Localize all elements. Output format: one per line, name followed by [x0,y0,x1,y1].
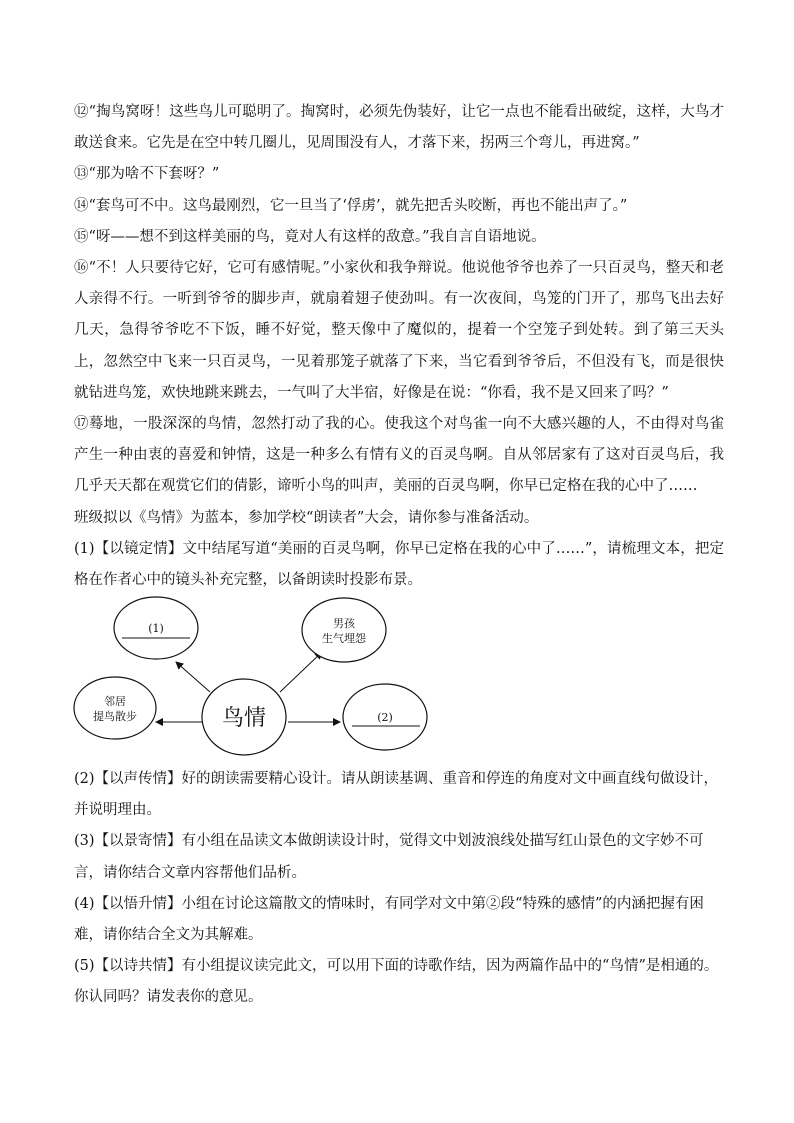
question-1: (1)【以镜定情】文中结尾写道“美丽的百灵鸟啊，你早已定格在我的心中了……”，请梳理文本，把定格在作者心中的镜头补充完整，以备朗读时投影布景。 [74,540,724,589]
passage [74,97,724,596]
bird-love-diagram [70,592,470,762]
boy-node [302,598,386,662]
question-4: (4)【以悟升情】小组在讨论这篇散文的情味时，有同学对文中第②段“特殊的感情”的内涵把握有困难，请你结合全文为其解难。 [74,895,704,944]
neighbor-node [74,677,156,739]
boy-label-line1: 男孩 [333,617,355,630]
questions [74,764,724,1014]
paragraph-17: ⑰蓦地，一股深深的鸟情，忽然打动了我的心。使我这个对鸟雀一向不大感兴趣的人，不由得对鸟雀产生一种由衷的喜爱和钟情，这是一种多么有情有义的百灵鸟啊。自从邻居家有了这对百灵鸟后，我几乎天天都在观赏它们的倩影，谛听小鸟的叫声，美丽的百灵鸟啊，你早已定格在我的心中了…… [74,416,724,495]
arrow-to-boy [280,652,322,692]
neighbor-label-line1: 邻居 [104,695,126,708]
center-label: 鸟情 [221,706,267,731]
blank2-label: (2) [377,711,393,724]
paragraph-16: ⑯“不！人只要待它好，它可有感情呢。”小家伙和我争辩说。他说他爷爷也养了一只百灵鸟，整天和老人亲得不行。一听到爷爷的脚步声，就扇着翅子使劲叫。有一次夜间，鸟笼的门开了，那鸟飞出去好几天，急得爷爷吃不下饭，睡不好觉，整天像中了魔似的，提着一个空笼子到处转。到了第三天头上，忽然空中飞来一只百灵鸟，一见着那笼子就落了下来，当它看到爷爷后，不但没有飞，而是很快就钻进鸟笼，欢快地跳来跳去，一气叫了大半宿，好像是在说：“你看，我不是又回来了吗？” [74,260,724,401]
arrow-to-blank1 [176,662,210,692]
paragraph-12: ⑫“掏鸟窝呀！这些鸟儿可聪明了。掏窝时，必须先伪装好，让它一点也不能看出破绽，这样，大鸟才敢送食来。它先是在空中转几圈儿，见周围没有人，才落下来，拐两三个弯儿，再进窝。” [74,104,724,152]
question-2: (2)【以声传情】好的朗读需要精心设计。请从朗读基调、重音和停连的角度对文中画直线句做设计，并说明理由。 [74,771,719,819]
paragraph-13: ⑬“那为啥不下套呀？” [74,166,220,183]
diagram-svg [70,592,470,762]
activity-intro: 班级拟以《鸟情》为蓝本，参加学校“朗读者”大会，请你参与准备活动。 [74,509,539,526]
paragraph-14: ⑭“套鸟可不中。这鸟最刚烈，它一旦当了‘俘虏’，就先把舌头咬断，再也不能出声了。” [74,197,628,214]
blank1-label: (1) [148,622,164,635]
question-5: (5)【以诗共情】有小组提议读完此文，可以用下面的诗歌作结，因为两篇作品中的“鸟情”是相通的。你认同吗？请发表你的意见。 [74,958,719,1006]
boy-label-line2: 生气埋怨 [322,632,366,645]
neighbor-label-line2: 提鸟散步 [93,710,137,723]
question-3: (3)【以景寄情】有小组在品读文本做朗读设计时，觉得文中划波浪线处描写红山景色的文字妙不可言，请你结合文章内容帮他们品析。 [74,833,704,881]
paragraph-15: ⑮“呀——想不到这样美丽的鸟，竟对人有这样的敌意。”我自言自语地说。 [74,228,546,245]
